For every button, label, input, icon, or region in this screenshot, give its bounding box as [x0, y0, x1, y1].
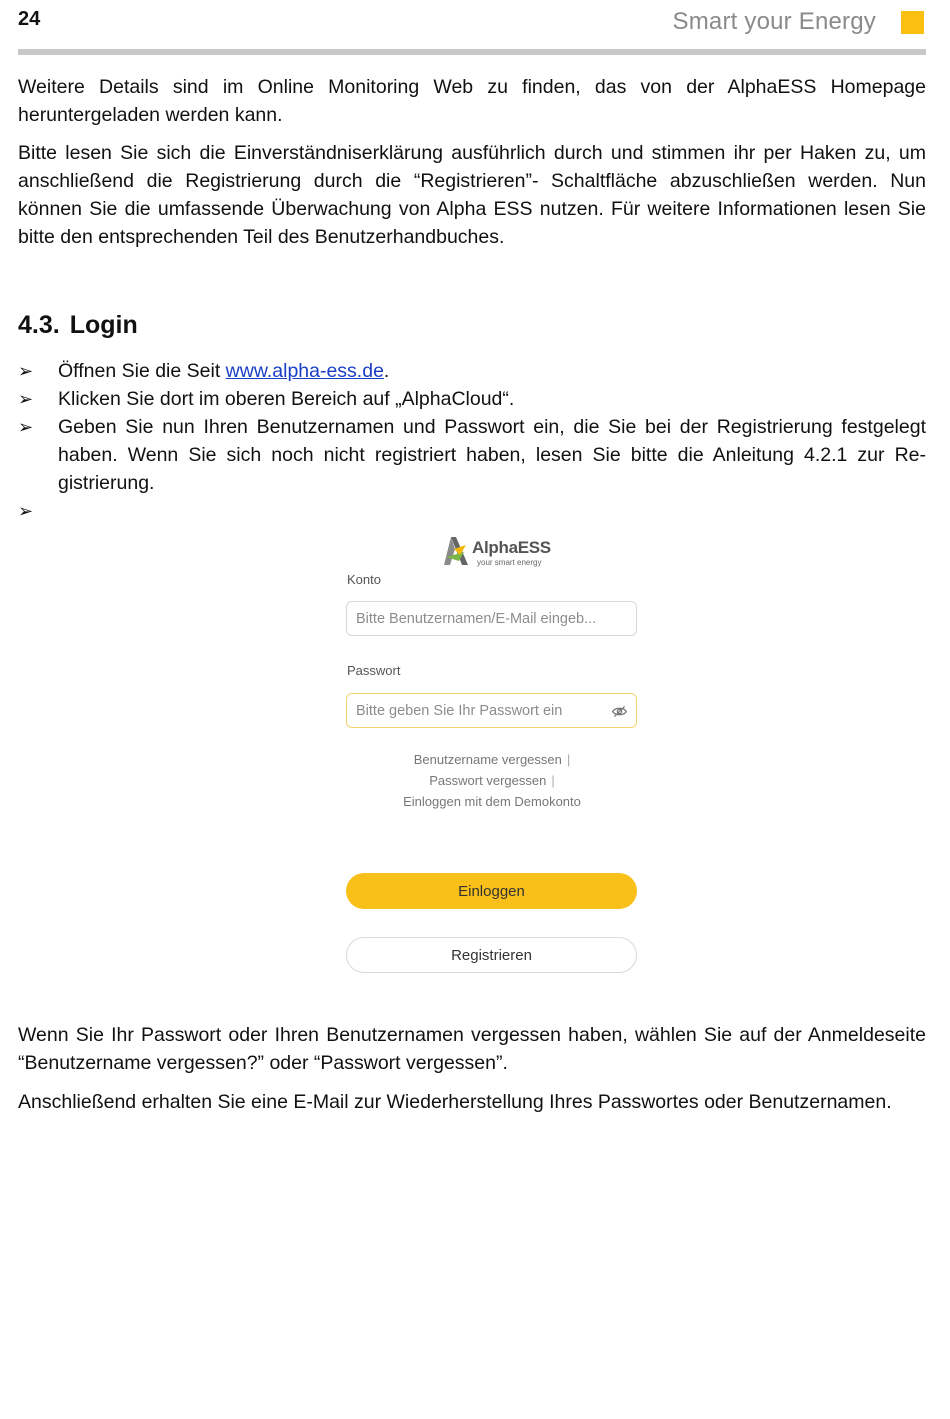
forgot-password-link[interactable]: Passwort vergessen: [429, 773, 547, 788]
arrow-bullet-icon: ➢: [18, 361, 34, 381]
konto-label: Konto: [347, 572, 381, 587]
paragraph-monitoring-web: Weitere Details sind im Online Monitoring Web zu finden, das von der AlphaESS Homepage heruntergeladen werden kann.: [18, 76, 926, 126]
password-label: Passwort: [347, 663, 401, 678]
login-screenshot: [346, 530, 638, 980]
list-item: [18, 357, 926, 385]
demo-login-link[interactable]: Einloggen mit dem Demokonto: [403, 794, 581, 809]
arrow-bullet-icon: ➢: [18, 389, 34, 409]
register-button[interactable]: Registrieren: [346, 937, 637, 973]
link-separator: |: [551, 773, 555, 788]
paragraph-forgot-credentials: Wenn Sie Ihr Passwort oder Ihren Benutzernamen vergessen haben, wählen Sie auf der Anmeldeseite “Benutzername vergessen?” oder “Passwort vergessen”.: [18, 1024, 926, 1074]
header-title: Smart your Energy: [672, 8, 876, 35]
logo-name: AlphaESS: [472, 538, 551, 557]
logo-tagline: your smart energy: [477, 558, 542, 567]
forgot-username-link[interactable]: Benutzername vergessen: [413, 752, 562, 767]
demo-login-row: [346, 791, 638, 812]
alphaess-logo: [442, 535, 552, 573]
forgot-password-row: [346, 770, 638, 791]
paragraph-consent: Bitte lesen Sie sich die Einverständniserklärung ausführlich durch und stimmen ihr per Haken zu, um anschließend die Registrierung durch die “Registrieren”- Schaltfläche abzuschließen werden. Nun können Sie die umfassende Überwachung von Alpha ESS nutzen. Für weitere Informationen lesen Sie bitte den entsprechenden Teil des Benutzerhandbuches.: [18, 142, 926, 248]
eye-off-icon[interactable]: [611, 703, 628, 720]
list-item: [18, 497, 926, 525]
arrow-bullet-icon: ➢: [18, 417, 34, 437]
step-text: Geben Sie nun Ihren Benutzernamen und Passwort ein, die Sie bei der Registrierung festgelegt haben. Wenn Sie sich noch nicht registriert haben, lesen Sie bitte die Anleitung 4.2.1 zur Re-gistrierung.: [58, 416, 926, 494]
alphaess-logo-icon: [442, 535, 470, 567]
username-field-box: [346, 601, 637, 636]
page-number: 24: [18, 8, 41, 30]
forgot-username-row: [346, 749, 638, 770]
alpha-ess-link[interactable]: www.alpha-ess.de: [225, 360, 384, 382]
link-separator: |: [566, 752, 571, 767]
section-number: 4.3.: [18, 311, 60, 339]
list-item: [18, 385, 926, 413]
step-text: Klicken Sie dort im oberen Bereich auf „AlphaCloud“.: [58, 388, 515, 410]
login-steps-list: [18, 357, 926, 525]
arrow-bullet-icon: ➢: [18, 501, 34, 521]
step-text: Öffnen Sie die Seit: [58, 360, 226, 382]
login-button[interactable]: Einloggen: [346, 873, 637, 909]
step-text-suffix: .: [383, 360, 390, 382]
header-divider: [18, 49, 926, 55]
header-accent-square: [901, 11, 924, 34]
password-field-box: [346, 693, 637, 728]
page-header: [18, 0, 926, 56]
list-item: [18, 413, 926, 497]
section-heading: [18, 311, 138, 340]
section-title: Login: [69, 311, 138, 339]
username-input[interactable]: [356, 602, 614, 635]
paragraph-recovery-email: Anschließend erhalten Sie eine E-Mail zur Wiederherstellung Ihres Passwortes oder Benutzernamen.: [18, 1091, 892, 1113]
password-input[interactable]: [356, 694, 614, 727]
